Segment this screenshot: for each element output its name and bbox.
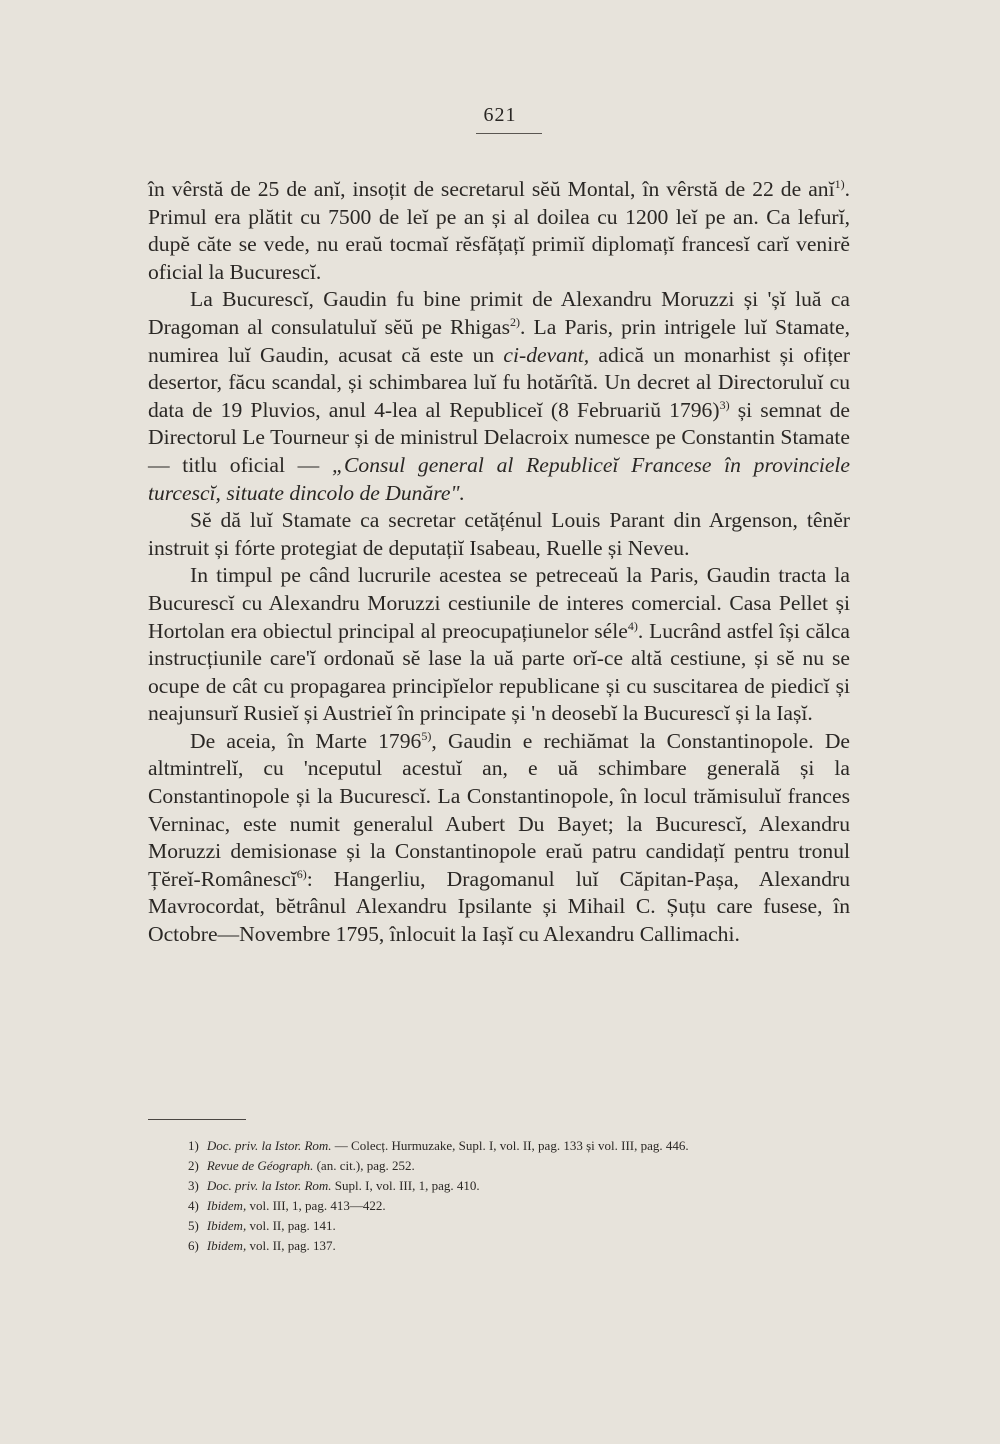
paragraph <box>148 562 850 728</box>
italic-text: Ibidem, <box>206 1198 247 1213</box>
footnote <box>148 1236 850 1256</box>
footnote-reference: 5) <box>421 728 432 743</box>
text-run: In timpul pe când lucrurile acestea se petreceaŭ la Paris, Gaudin tracta la Bucurescĭ cu Alexandru Moruzzi cestiunile de interes comercial. Casa Pellet și Hortolan era obiectul principal al preocupațiunelor séle <box>148 563 850 643</box>
text-run: De aceia, în Marte 1796 <box>190 728 422 753</box>
footnote-mark: 6) <box>188 1238 199 1253</box>
text-run: Supl. I, vol. III, 1, pag. 410. <box>331 1178 480 1193</box>
italic-text: „Consul general al Republiceĭ Francese în provinciele turcescĭ, situate dincolo de Dunăre". <box>148 452 851 505</box>
text-run: La Bucurescĭ, Gaudin fu bine primit de Alexandru Moruzzi și 'șĭ luă ca Dragoman al consulatuluĭ sĕŭ pe Rhigas <box>148 287 850 339</box>
paragraph <box>148 728 850 949</box>
page-number: 621 <box>483 104 517 126</box>
text-run: , Gaudin e rechiămat la Constantinopole. De altmintrelĭ, cu 'nceputul acestuĭ an, e uă schimbare generală și la Constantinopole și la Bucurescĭ. La Constantinopole, în locul trămisuluĭ frances Verninac, este numit generalul Aubert Du Bayet; la Bucurescĭ, Alexandru Moruzzi demisionase și la Constantinopole eraŭ patru candidațĭ pentru tronul Țĕreĭ-Românescĭ <box>148 728 850 891</box>
footnote-mark: 1) <box>188 1138 199 1153</box>
footnote-reference: 6) <box>296 866 307 881</box>
text-run: vol. II, pag. 141. <box>246 1218 336 1233</box>
footnote-mark: 3) <box>188 1178 199 1193</box>
footnote-mark: 2) <box>188 1158 199 1173</box>
footnote-mark: 4) <box>188 1198 199 1213</box>
text-run: — Colecț. Hurmuzake, Supl. I, vol. II, pag. 133 și vol. III, pag. 446. <box>331 1138 689 1153</box>
italic-text: Revue de Géograph. <box>206 1158 314 1173</box>
footnotes <box>148 1136 850 1256</box>
italic-text: Ibidem, <box>206 1238 247 1253</box>
footnote-divider <box>148 1119 246 1120</box>
paragraph <box>148 176 850 286</box>
text-run: și semnat de Directorul Le Tourneur și de ministrul Delacroix numesce pe Constantin Stamate — titlu oficial — <box>148 397 850 477</box>
text-run: . La Paris, prin intrigele luĭ Stamate, numirea luĭ Gaudin, acusat că este un <box>148 314 850 367</box>
footnote-mark: 5) <box>188 1218 199 1233</box>
footnote <box>148 1196 850 1216</box>
text-run: : Hangerliu, Dragomanul luĭ Căpitan-Pașa, Alexandru Mavrocordat, bĕtrânul Alexandru Ipsilante și Mihail C. Șuțu care fusese, în Octobre—Novembre 1795, înlocuit la Iașĭ cu Alexandru Callimachi. <box>148 866 850 947</box>
text-run: . Primul era plătit cu 7500 de leĭ pe an și al doilea cu 1200 leĭ pe an. Ca lefurĭ, dupĕ căte se vede, nu eraŭ tocmaĭ rĕsfățațĭ primiĭ diplomațĭ francesĭ carĭ venirĕ oficial la Bucurescĭ. <box>148 177 850 284</box>
text-run: Sĕ dă luĭ Stamate ca secretar cetățénul Louis Parant din Argenson, tênĕr instruit și fórte protegiat de deputațiĭ Isabeau, Ruelle și Neveu. <box>148 508 850 560</box>
italic-text: Doc. priv. la Istor. Rom. <box>206 1138 332 1153</box>
footnote-reference: 4) <box>627 618 638 633</box>
italic-text: ci-devant, <box>503 342 590 367</box>
footnote <box>148 1176 850 1196</box>
text-run: (an. cit.), pag. 252. <box>313 1158 415 1173</box>
footnote <box>148 1216 850 1236</box>
footnote-reference: 3) <box>719 397 730 412</box>
footnote <box>148 1136 850 1156</box>
footnote-reference: 2) <box>510 314 521 329</box>
page-number-rule <box>476 133 542 134</box>
footnote <box>148 1156 850 1176</box>
text-run: în vêrstă de 25 de anĭ, insoțit de secretarul sĕŭ Montal, în vêrstă de 22 de anĭ <box>148 177 835 201</box>
text-run: adică un monarhist și ofițer desertor, făcu scandal, și schimbarea luĭ fu hotărîtă. Un decret al Directoruluĭ cu data de 19 Pluvios, anul 4-lea al Republiceĭ (8 Februariŭ 1796) <box>148 342 850 422</box>
footnote-reference: 1) <box>834 176 845 191</box>
text-run: . Lucrând astfel își călca instrucțiunile care'ĭ ordonaŭ sĕ lase la uă parte orĭ-ce altă cestiune, și sĕ nu se ocupe de cât cu propagarea principĭelor republicane și cu suscitarea de piedicĭ și neajunsurĭ Rusieĭ și Austrieĭ în principate și 'n deosebĭ la Bucurescĭ și la Iașĭ. <box>148 618 850 726</box>
body-text <box>148 176 850 949</box>
italic-text: Ibidem, <box>206 1218 247 1233</box>
paragraph <box>148 507 850 562</box>
italic-text: Doc. priv. la Istor. Rom. <box>206 1178 332 1193</box>
text-run: vol. III, 1, pag. 413—422. <box>246 1198 386 1213</box>
text-run: vol. II, pag. 137. <box>246 1238 336 1253</box>
paragraph <box>148 286 850 507</box>
